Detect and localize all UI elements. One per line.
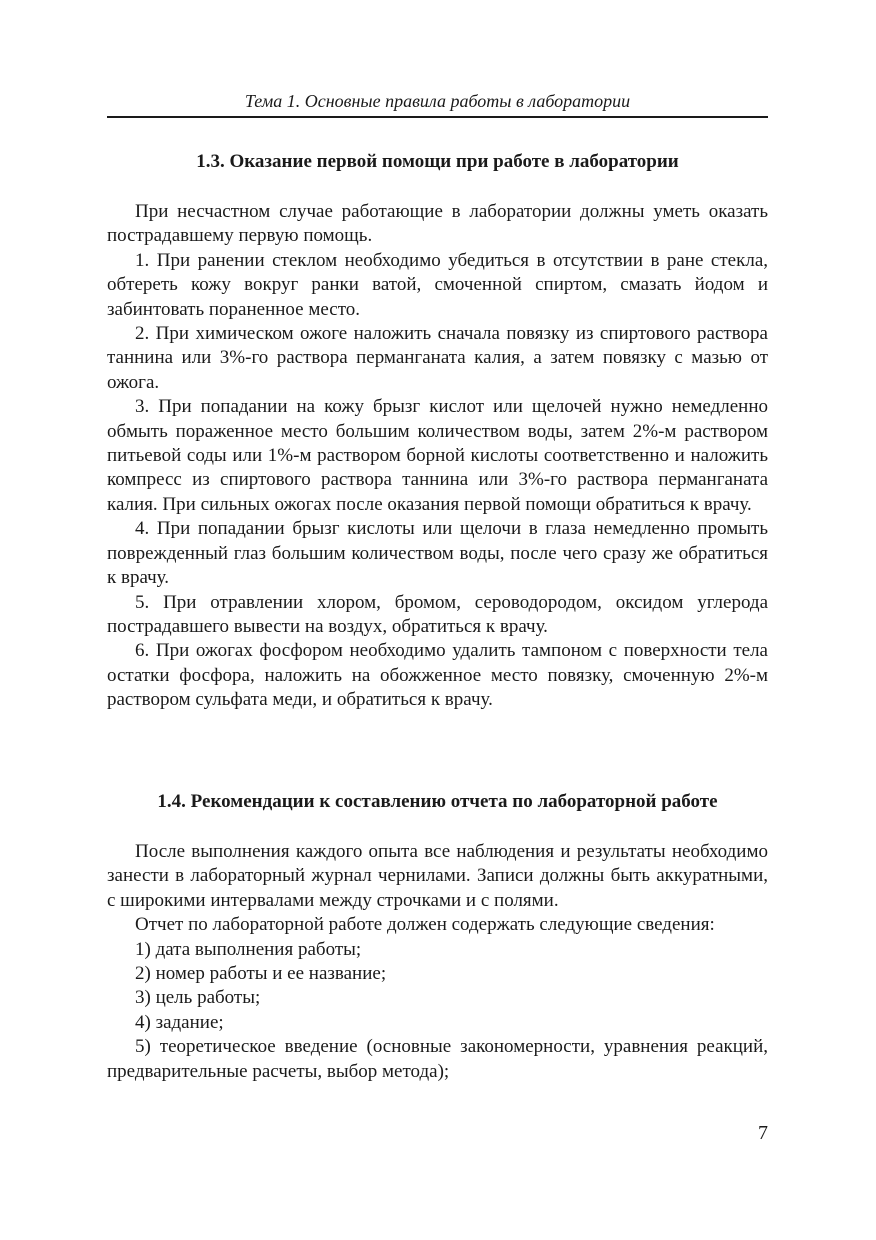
list-item: 1) дата выполнения работы;: [135, 938, 362, 960]
paragraph: 1. При ранении стеклом необходимо убедиться в отсутствии в ране стекла, обтереть кожу вокруг ранки ватой, смоченной спиртом, смазать йодом и забинтовать пораненное место.: [107, 249, 768, 320]
paragraph: Отчет по лабораторной работе должен содержать следующие сведения:: [135, 914, 715, 936]
page-number: 7: [758, 1122, 768, 1144]
list-item: 5) теоретическое введение (основные закономерности, уравнения реакций, предварительные расчеты, выбор метода);: [107, 1036, 768, 1082]
section-1-4-body: [107, 840, 768, 1084]
paragraph: 5. При отравлении хлором, бромом, сероводородом, оксидом углерода пострадавшего вывести на воздух, обратиться к врачу.: [107, 591, 768, 637]
paragraph: При несчастном случае работающие в лаборатории должны уметь оказать пострадавшему первую помощь.: [107, 201, 768, 247]
paragraph: 3. При попадании на кожу брызг кислот или щелочей нужно немедленно обмыть пораженное место большим количеством воды, затем 2%-м раствором питьевой соды или 1%-м раствором борной кислоты соответственно и наложить компресс из спиртового раствора таннина или 3%-го раствора перманганата калия. При сильных ожогах после оказания первой помощи обратиться к врачу.: [107, 396, 768, 515]
running-header: Тема 1. Основные правила работы в лаборатории: [244, 91, 631, 111]
paragraph: 2. При химическом ожоге наложить сначала повязку из спиртового раствора таннина или 3%-го раствора перманганата калия, а затем повязку с мазью от ожога.: [107, 323, 768, 393]
list-item: 2) номер работы и ее название;: [135, 963, 387, 985]
section-1-3-body: [107, 200, 768, 713]
section-1-4-title: 1.4. Рекомендации к составлению отчета по лабораторной работе: [157, 791, 718, 812]
list-item: 4) задание;: [135, 1011, 224, 1033]
paragraph: После выполнения каждого опыта все наблюдения и результаты необходимо занести в лабораторный журнал чернилами. Записи должны быть аккуратными, с широкими интервалами между строчками и с полями.: [107, 841, 768, 911]
paragraph: 4. При попадании брызг кислоты или щелочи в глаза немедленно промыть поврежденный глаз большим количеством воды, после чего сразу же обратиться к врачу.: [107, 518, 768, 589]
header-rule: [107, 116, 768, 118]
section-1-3-title: 1.3. Оказание первой помощи при работе в лаборатории: [196, 151, 679, 172]
paragraph: 6. При ожогах фосфором необходимо удалить тампоном с поверхности тела остатки фосфора, наложить на обожженное место повязку, смоченную 2%-м раствором сульфата меди, и обратиться к врачу.: [107, 640, 768, 711]
list-item: 3) цель работы;: [135, 987, 261, 1009]
